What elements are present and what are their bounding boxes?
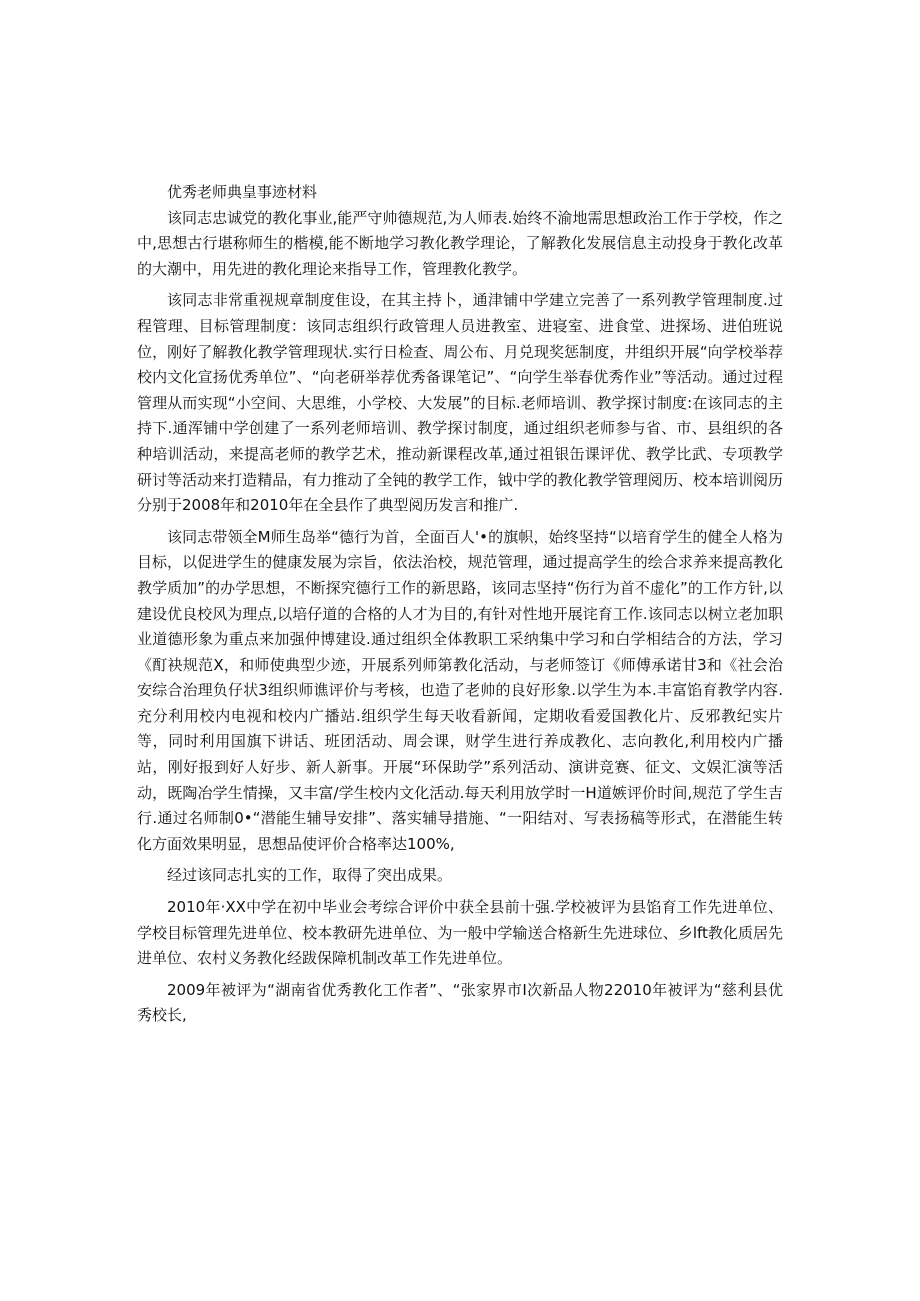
paragraph-moral-education: 该同志带领全M师生岛举“德行为首，全面百人'•的旗帜，始终坚持“以培育学生的健全人格为目标，以促进学生的健康发展为宗旨，依法治校，规范管理，通过提高学生的绘合求养来提高教化教学质加”的办学思想，不断探究德行工作的新思路，该同志坚持“伤行为首不虚化”的工作方针,以建设优良校风为理点,以培仔道的合格的人才为目的,有针对性地开展诧育工作.该同志以树立老加职业道德形象为重点来加强仲博建设.通过组织全体教职工采纳集中学习和白学相结合的方法，学习《酊袂规范X，和师使典型少迹，开展系列师第教化活动，与老师签订《师傅承诺甘3和《社会治安综合治理负仔状3组织师谯评价与考核，也造了老帅的良好形象.以学生为本.丰富馅育教学内容.充分利用校内电视和校内广播站.组织学生每天收看新闻，定期收看爱国教化片、反邪教纪实片等，同时利用国旗下讲话、班团活动、周会课，财学生进行养成教化、志向教化,利用校内广播站，刚好报到好人好步、新人新事。开展“环保助学”系列活动、演讲竞赛、征文、文娱汇演等活动，既陶冶学生情操，又丰富/学生校内文化活动.每天利用放学时一Η道嫉评价时间,规范了学生吉行.通过名师制0•“潜能生辅导安排”、落实辅导措施、“一阳结对、写表扬稿等形式，在潜能生转化方面效果明显，思想品使评价合格率达100%, [137,527,783,853]
paragraph-personal-honors: 2009年被评为“湖南省优秀教化工作者”、“张家界市I次新品人物22010年被评为“慈利县优秀校长, [137,980,783,1025]
paragraph-results: 经过该同志扎实的工作，取得了突出成果。 [167,866,453,885]
document-body [137,180,783,1029]
paragraph-dedication: 该同志忠诚党的教化事业,能严守帅德规范,为人师表.始终不渝地需思想政治工作于学校，作之中,思想古行堪称师生的楷模,能不断地学习教化教学理论，了解教化发展信息主动投身于教化改革的大潮中，用先进的教化理论来指导工作，管理教化教学。 [137,208,783,278]
paragraph-management: 该同志非常重视规章制度隹设，在其主持卜，通津铺中学建立完善了一系列教学管理制度.过程管理、目标管理制度：该同志组织行政管理人员进教室、进寝室、进食堂、进探场、进伯班说位，刚好了解教化教学管理现状.实行日检查、周公布、月兑现奖惩制度，井组织开展“向学校举荐校内文化宣扬优秀单位”、“向老研举荐优秀备课笔记”、“向学生举春优秀作业”等活动。通过过程管理从而实现“小空间、大思维，小学校、大发展”的目标.老师培训、教学探讨制度:在该同志的主持下.通浑铺中学创建了一系列老师培训、教学探讨制度，通过组织老师参与省、市、县组织的各种培训活动，来提高老师的教学艺术，推动新课程改革,通过祖银缶课评优、教学比武、专项教学研讨等活动来打造精品，有力推动了全钝的教学工作，钺中学的教化教学管理阅历、校本培训阅历分别于2008年和2010年在全县作了典型阅历发言和推广. [137,291,783,515]
document-title: 优秀老师典皇事迹材料 [167,183,318,201]
paragraph-school-honors: 2010年·XX中学在初中毕业会考综合评价中获全县前十强.学校被评为县馅育工作先进单位、学校目标管理先进单位、校本教研先进单位、为一般中学输送合格新生先进球位、乡lft教化质居先进单位、农村义务教化经跋保障机制改革工作先进单位。 [137,898,783,968]
